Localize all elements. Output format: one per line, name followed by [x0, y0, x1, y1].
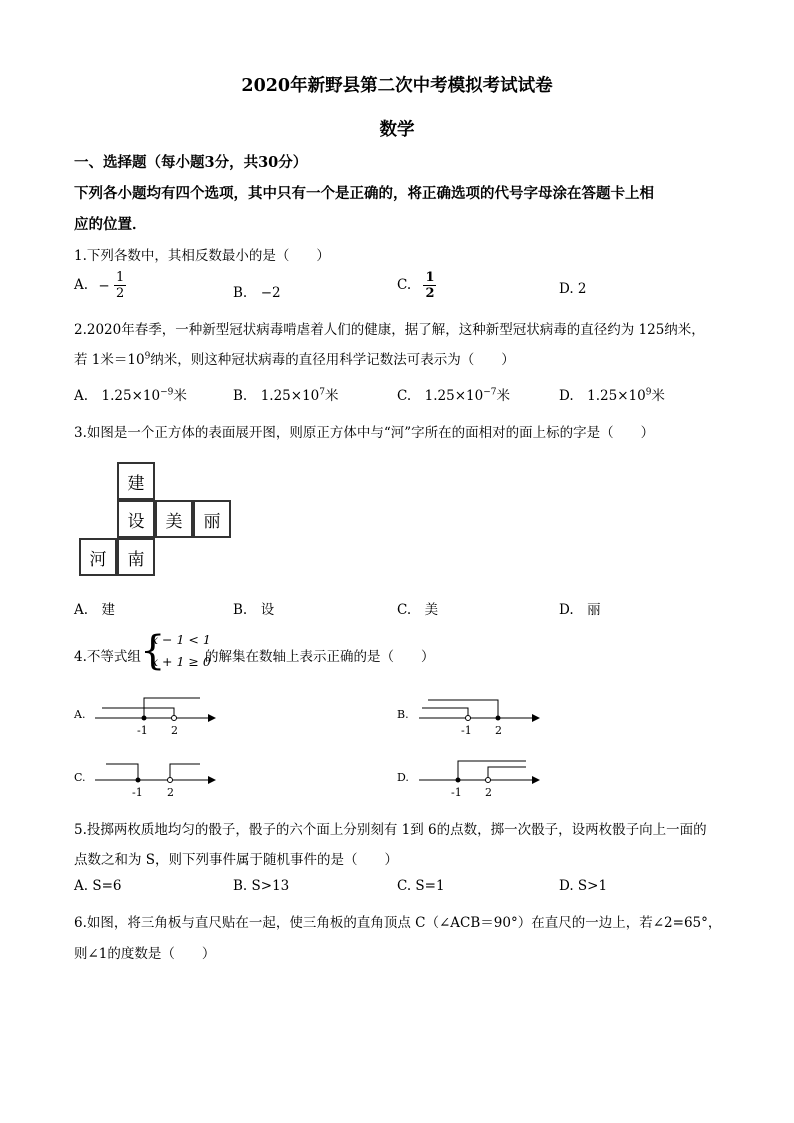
net-cell-nan: 南 [117, 538, 155, 576]
q1-a-label: A. [74, 277, 89, 293]
section-instruction-line2: 应的位置． [74, 216, 147, 233]
q4-a-tick-left: -1 [137, 724, 148, 737]
q1-option-b: B. −2 [233, 285, 281, 301]
q6-line2: 则∠1的度数是（ ） [74, 946, 216, 962]
q2-option-c [397, 384, 510, 404]
q2-line2-pre: 若 1米＝10 [74, 352, 145, 368]
q2-a-post: 米 [173, 388, 187, 404]
q2-d-post: 米 [651, 388, 665, 404]
q4-option-d-label: D. [397, 771, 409, 784]
q4-number-line-a [90, 692, 220, 742]
net-cell-jian: 建 [117, 462, 155, 500]
q4-number-line-c [90, 755, 220, 805]
q2-b-post: 米 [325, 388, 339, 404]
q2-c-pre: C. 1.25×10 [397, 388, 484, 404]
q2-option-a [74, 384, 187, 404]
q5-option-d: D. S>1 [559, 878, 608, 894]
q4-d-tick-right: 2 [485, 786, 492, 799]
q1-c-numerator: 1 [425, 270, 435, 285]
q3-option-c: C. 美 [397, 602, 439, 618]
q1-option-d: D. 2 [559, 281, 587, 297]
net-cell-she: 设 [117, 500, 155, 538]
q4-option-c-label: C. [74, 771, 86, 784]
q2-option-b [233, 384, 339, 404]
q3-option-a: A. 建 [74, 602, 116, 618]
q4-b-tick-left: -1 [461, 724, 472, 737]
q2-c-post: 米 [496, 388, 510, 404]
q4-inequality-2: x + 1 ≥ 0 [151, 654, 211, 669]
q1-stem: 1.下列各数中，其相反数最小的是（ ） [74, 248, 330, 264]
section-heading: 一、选择题（每小题3分，共30分） [74, 154, 308, 171]
q1-a-sign: − [98, 277, 110, 294]
q1-c-denominator: 2 [425, 286, 435, 301]
q2-b-pre: B. 1.25×10 [233, 388, 320, 404]
subject-title: 数学 [379, 120, 415, 140]
q2-c-exp: −7 [483, 387, 497, 398]
q4-option-b-label: B. [397, 708, 409, 721]
q4-inequality-1: x − 1 < 1 [151, 632, 211, 647]
q2-d-exp: 9 [645, 387, 652, 398]
q2-line2-post: 纳米，则这种冠状病毒的直径用科学记数法可表示为（ ） [150, 352, 515, 368]
q1-a-numerator: 1 [115, 270, 125, 285]
q4-stem-pre: 4.不等式组 [74, 649, 141, 665]
q4-c-tick-right: 2 [167, 786, 174, 799]
q2-a-pre: A. 1.25×10 [74, 388, 161, 404]
q4-option-a-label: A. [74, 708, 86, 721]
q4-a-tick-right: 2 [171, 724, 178, 737]
q2-line2-exp: 9 [144, 351, 151, 362]
q5-line2: 点数之和为 S，则下列事件属于随机事件的是（ ） [74, 852, 399, 868]
q3-option-d: D. 丽 [559, 602, 601, 618]
net-cell-he: 河 [79, 538, 117, 576]
q2-line2 [74, 348, 515, 368]
q2-a-exp: −9 [160, 387, 174, 398]
q5-line1: 5.投掷两枚质地均匀的骰子，骰子的六个面上分别刻有 1到 6的点数，掷一次骰子，设两枚骰子向上一面的 [74, 822, 707, 838]
q1-option-c [397, 270, 436, 301]
q5-option-a: A. S=6 [74, 878, 122, 894]
q2-option-d [559, 384, 665, 404]
section-instruction-line1: 下列各小题均有四个选项，其中只有一个是正确的，将正确选项的代号字母涂在答题卡上相 [74, 185, 654, 202]
net-cell-mei: 美 [155, 500, 193, 538]
q4-number-line-b [414, 690, 544, 740]
q3-stem: 3.如图是一个正方体的表面展开图，则原正方体中与“河”字所在的面相对的面上标的字是（ ） [74, 425, 655, 441]
q5-option-c: C. S=1 [397, 878, 445, 894]
q1-option-a [74, 270, 126, 301]
q3-option-b: B. 设 [233, 602, 275, 618]
net-cell-li: 丽 [193, 500, 231, 538]
q2-d-pre: D. 1.25×10 [559, 388, 646, 404]
exam-title: 2020年新野县第二次中考模拟考试试卷 [241, 76, 553, 96]
q4-number-line-d [414, 755, 544, 805]
q1-c-label: C. [397, 277, 412, 293]
q2-b-exp: 7 [319, 387, 325, 398]
q1-c-fraction [423, 270, 436, 301]
q4-brace: { [140, 628, 166, 674]
q5-option-b: B. S>13 [233, 878, 290, 894]
q1-a-denominator: 2 [115, 286, 125, 301]
q6-line1: 6.如图，将三角板与直尺贴在一起，使三角板的直角顶点 C（∠ACB＝90°）在直尺的一边上，若∠2=65°， [74, 915, 722, 931]
q4-d-tick-left: -1 [451, 786, 462, 799]
q2-line1: 2.2020年春季，一种新型冠状病毒啃虐着人们的健康，据了解，这种新型冠状病毒的直径约为 125纳米， [74, 322, 705, 338]
q1-a-fraction [114, 270, 126, 301]
q4-c-tick-left: -1 [132, 786, 143, 799]
q4-stem-post: 的解集在数轴上表示正确的是（ ） [205, 649, 435, 665]
q4-b-tick-right: 2 [495, 724, 502, 737]
